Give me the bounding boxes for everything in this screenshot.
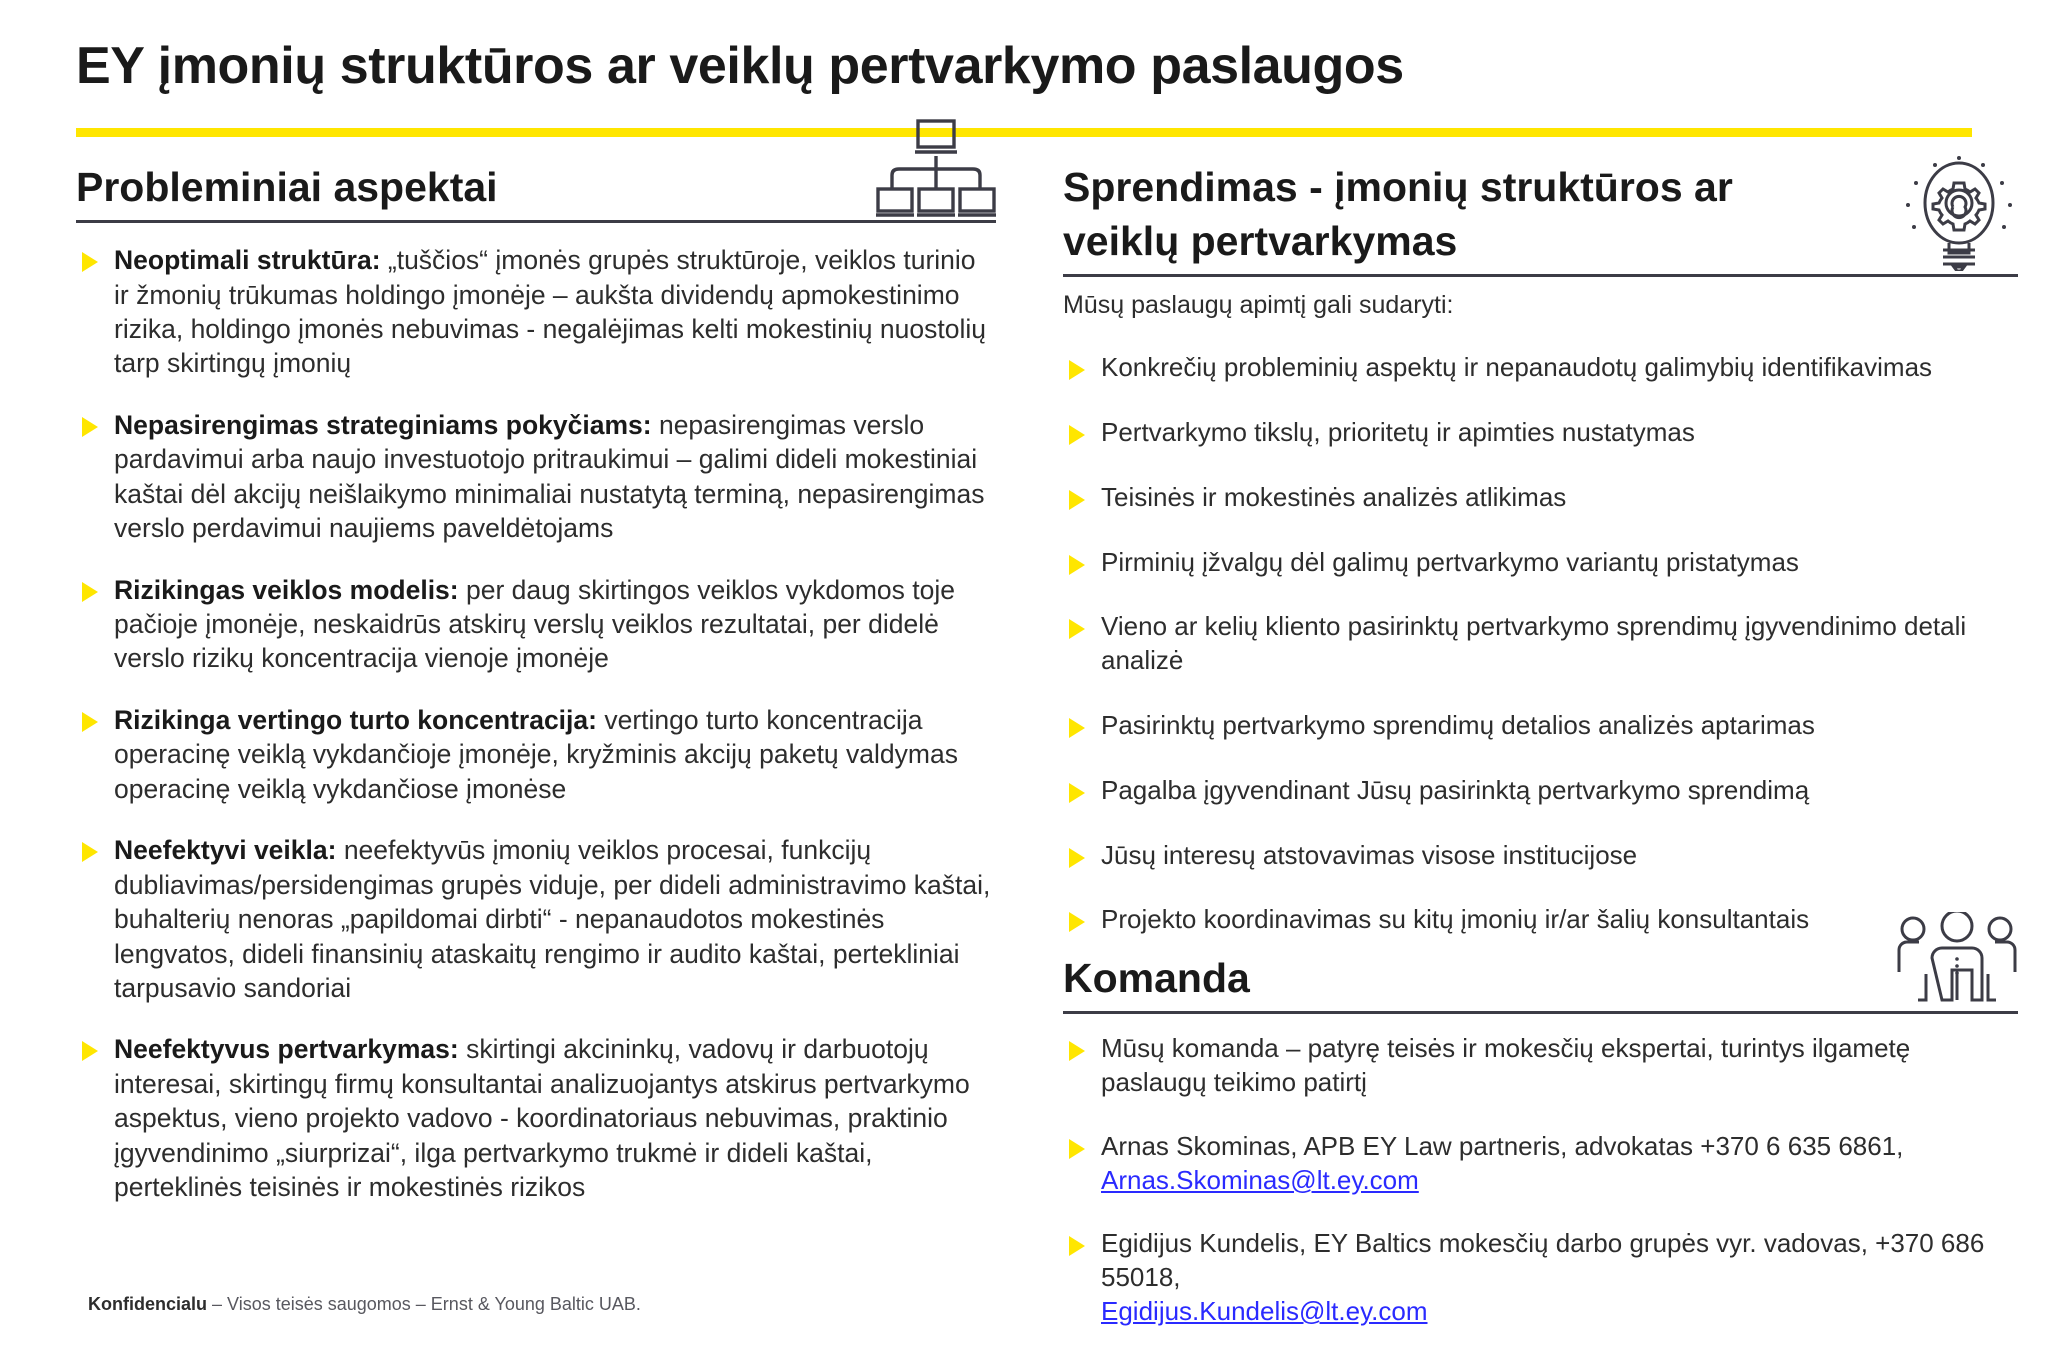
bullet-text: Teisinės ir mokestinės analizės atlikimas	[1101, 481, 1567, 512]
solution-heading-rule	[1063, 274, 2018, 277]
list-item	[1063, 1130, 2018, 1198]
bullet-text: skirtingi akcininkų, vadovų ir darbuotojų interesai, skirtingų firmų konsultantai analizuojantys atskirus pertvarkymo aspektus, vieno projekto vadovo - koordinatoriaus nebuvimas, praktinio įgyvendinimo „siurprizai“, ilga pertvarkymo trukmė ir dideli kaštai, perteklinės teisinės ir mokestinės rizikos	[114, 1034, 970, 1203]
org-chart-icon	[876, 117, 996, 217]
bullet-text: per daug skirtingos veiklos vykdomos toje pačioje įmonėje, neskaidrūs atskirų verslų veiklos rezultatai, per didelė verslo rizikų koncentracija vienoje įmonėje	[114, 574, 955, 674]
email-link-egidijus[interactable]: Egidijus.Kundelis@lt.ey.com	[1101, 1296, 1428, 1327]
bullet-text: vertingo turto koncentracija operacinę veiklą vykdančioje įmonėje, kryžminis akcijų paketų valdymas operacinę veiklą vykdančiose įmonėse	[114, 704, 958, 804]
bullet-text: Pasirinktų pertvarkymo sprendimų detalios analizės aptarimas	[1101, 710, 1815, 740]
list-item	[1063, 1032, 2018, 1100]
accent-divider	[76, 128, 1972, 137]
bullet-lead: Rizikingas veiklos modelis:	[114, 574, 459, 605]
email-link-arnas[interactable]: Arnas.Skominas@lt.ey.com	[1101, 1164, 1419, 1195]
bullet-text: Pagalba įgyvendinant Jūsų pasirinktą pertvarkymo sprendimą	[1101, 774, 1810, 805]
problems-heading: Probleminiai aspektai	[76, 164, 498, 210]
solution-heading: Sprendimas - įmonių struktūros ar veiklų pertvarkymas	[1063, 164, 1733, 265]
list-item	[76, 243, 996, 381]
list-item	[1063, 416, 2018, 450]
list-item	[76, 833, 996, 1005]
solution-list	[1063, 351, 2018, 937]
footer-label: Konfidencialu	[88, 1294, 208, 1314]
bullet-text: „tuščios“ įmonės grupės struktūroje, veiklos turinio ir žmonių trūkumas holdingo įmonėje – aukšta dividendų apmokestinimo rizika, holdingo įmonės nebuvimas - negalėjimas kelti mokestinių nuostolių tarp skirtingų įmonių	[114, 245, 986, 379]
list-item	[1063, 546, 2018, 580]
list-item	[1063, 774, 2018, 808]
team-heading: Komanda	[1063, 955, 1250, 1002]
solution-section-header	[1063, 160, 2018, 277]
solution-intro: Mūsų paslaugų apimtį gali sudaryti:	[1063, 291, 1454, 320]
list-item	[1063, 351, 2018, 385]
bullet-text: Pirminių įžvalgų dėl galimų pertvarkymo variantų pristatymas	[1101, 546, 1799, 577]
list-item	[1063, 839, 2018, 873]
three-people-icon	[1896, 912, 2018, 1004]
problems-list	[76, 243, 996, 1205]
list-item	[1063, 481, 2018, 515]
list-item	[76, 1032, 996, 1204]
footer	[88, 1294, 641, 1315]
bullet-lead: Nepasirengimas strateginiams pokyčiams:	[114, 409, 652, 440]
list-item	[1063, 1227, 2018, 1328]
bullet-lead: Neefektyvi veikla:	[114, 835, 337, 866]
bullet-text: nepasirengimas verslo pardavimui arba naujo investuotojo pritraukimui – galimi dideli mokestiniai kaštai dėl akcijų neišlaikymo minimaliai nustatytą terminą, nepasirengimas verslo perdavimui naujiems paveldėtojams	[114, 409, 985, 544]
lightbulb-gear-icon	[1900, 155, 2018, 271]
list-item	[76, 703, 996, 806]
bullet-lead: Rizikinga vertingo turto koncentracija:	[114, 704, 597, 735]
team-section-header	[1063, 951, 2018, 1014]
left-column	[76, 160, 996, 1205]
list-item	[1063, 709, 2018, 743]
right-column	[1063, 160, 2018, 1329]
footer-rest: – Visos teisės saugomos – Ernst & Young Baltic UAB.	[207, 1294, 641, 1314]
bullet-text: Mūsų komanda – patyrę teisės ir mokesčių ekspertai, turintys ilgametę paslaugų teikimo patirtį	[1101, 1033, 1911, 1098]
problems-section-header	[76, 160, 996, 223]
bullet-text: Projekto koordinavimas su kitų įmonių ir/ar šalių konsultantais	[1101, 904, 1810, 935]
team-heading-rule	[1063, 1011, 2018, 1014]
team-list	[1063, 1032, 2018, 1329]
bullet-text: Arnas Skominas, APB EY Law partneris, advokatas +370 6 635 6861,	[1101, 1130, 1904, 1161]
bullet-text: neefektyvūs įmonių veiklos procesai, funkcijų dubliavimas/persidengimas grupės viduje, per dideli administravimo kaštai, buhalterių nenoras „papildomai dirbti“ - nepanaudotos mokestinės lengvatos, dideli finansinių ataskaitų rengimo ir audito kaštai, pertekliniai tarpusavio sandoriai	[114, 835, 991, 1003]
bullet-text: Jūsų interesų atstovavimas visose institucijose	[1101, 839, 1638, 870]
bullet-text: Vieno ar kelių kliento pasirinktų pertvarkymo sprendimų įgyvendinimo detali analizė	[1101, 611, 1967, 676]
bullet-text: Konkrečių probleminių aspektų ir nepanaudotų galimybių identifikavimas	[1101, 352, 1933, 383]
list-item	[76, 573, 996, 676]
list-item	[76, 408, 996, 546]
bullet-text: Pertvarkymo tikslų, prioritetų ir apimties nustatymas	[1101, 417, 1695, 448]
problems-heading-rule	[76, 220, 996, 223]
bullet-text: Egidijus Kundelis, EY Baltics mokesčių darbo grupės vyr. vadovas, +370 686 55018,	[1101, 1228, 1985, 1293]
page-title: EY įmonių struktūros ar veiklų pertvarkymo paslaugos	[76, 37, 1404, 95]
bullet-lead: Neefektyvus pertvarkymas:	[114, 1034, 459, 1065]
list-item	[1063, 903, 2018, 937]
bullet-lead: Neoptimali struktūra:	[114, 245, 381, 276]
list-item	[1063, 610, 2018, 678]
